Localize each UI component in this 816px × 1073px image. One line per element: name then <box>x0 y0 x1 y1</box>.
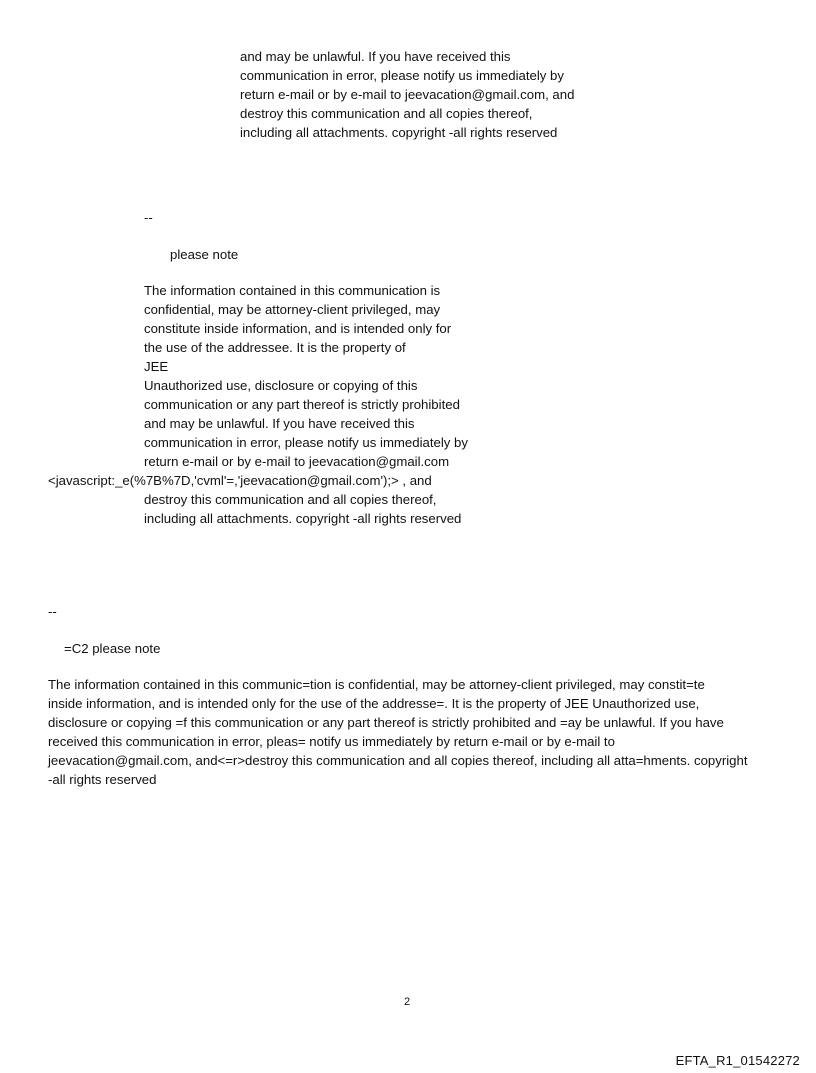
please-note-heading-encoded: =C2 please note <box>64 641 161 656</box>
disclaimer-line: The information contained in this communic=tion is confidential, may be attorney-client privileged, may constit=te <box>48 677 705 692</box>
document-id: EFTA_R1_01542272 <box>675 1053 800 1068</box>
disclaimer-line: including all attachments. copyright -all rights reserved <box>144 511 462 526</box>
disclaimer-line: and may be unlawful. If you have received this <box>240 49 511 64</box>
disclaimer-line: communication in error, please notify us immediately by <box>240 68 564 83</box>
disclaimer-line: destroy this communication and all copies thereof, <box>240 106 533 121</box>
disclaimer-line: inside information, and is intended only for the use of the addresse=. It is the property of JEE Unauthorized use, <box>48 696 700 711</box>
disclaimer-block-2-tail <box>144 490 461 528</box>
disclaimer-line: confidential, may be attorney-client privileged, may <box>144 302 441 317</box>
disclaimer-line: communication or any part thereof is strictly prohibited <box>144 397 460 412</box>
page-number: 2 <box>404 996 411 1008</box>
signature-separator: -- <box>48 604 57 619</box>
please-note-heading: please note <box>170 247 239 262</box>
disclaimer-line: Unauthorized use, disclosure or copying of this <box>144 378 418 393</box>
disclaimer-line: communication in error, please notify us immediately by <box>144 435 468 450</box>
disclaimer-line: return e-mail or by e-mail to jeevacation@gmail.com, and <box>240 87 575 102</box>
disclaimer-line: The information contained in this communication is <box>144 283 441 298</box>
disclaimer-line: constitute inside information, and is intended only for <box>144 321 452 336</box>
javascript-link-line: <javascript:_e(%7B%7D,'cvml'=,'jeevacation@gmail.com');> , and <box>48 473 432 488</box>
signature-separator: -- <box>144 210 153 225</box>
disclaimer-block-2 <box>144 281 468 471</box>
disclaimer-line: JEE <box>144 359 169 374</box>
disclaimer-line: jeevacation@gmail.com, and<=r>destroy this communication and all copies thereof, including all atta=hments. copyright <box>48 753 748 768</box>
disclaimer-block-3 <box>48 675 748 789</box>
disclaimer-line: -all rights reserved <box>48 772 157 787</box>
disclaimer-line: return e-mail or by e-mail to jeevacation@gmail.com <box>144 454 450 469</box>
disclaimer-line: disclosure or copying =f this communication or any part thereof is strictly prohibited and =ay be unlawful. If you have <box>48 715 724 730</box>
disclaimer-line: including all attachments. copyright -all rights reserved <box>240 125 558 140</box>
disclaimer-line: received this communication in error, pleas= notify us immediately by return e-mail or by e-mail to <box>48 734 615 749</box>
disclaimer-line: the use of the addressee. It is the property of <box>144 340 406 355</box>
disclaimer-line: destroy this communication and all copies thereof, <box>144 492 437 507</box>
disclaimer-block-1 <box>240 47 574 142</box>
disclaimer-line: and may be unlawful. If you have received this <box>144 416 415 431</box>
